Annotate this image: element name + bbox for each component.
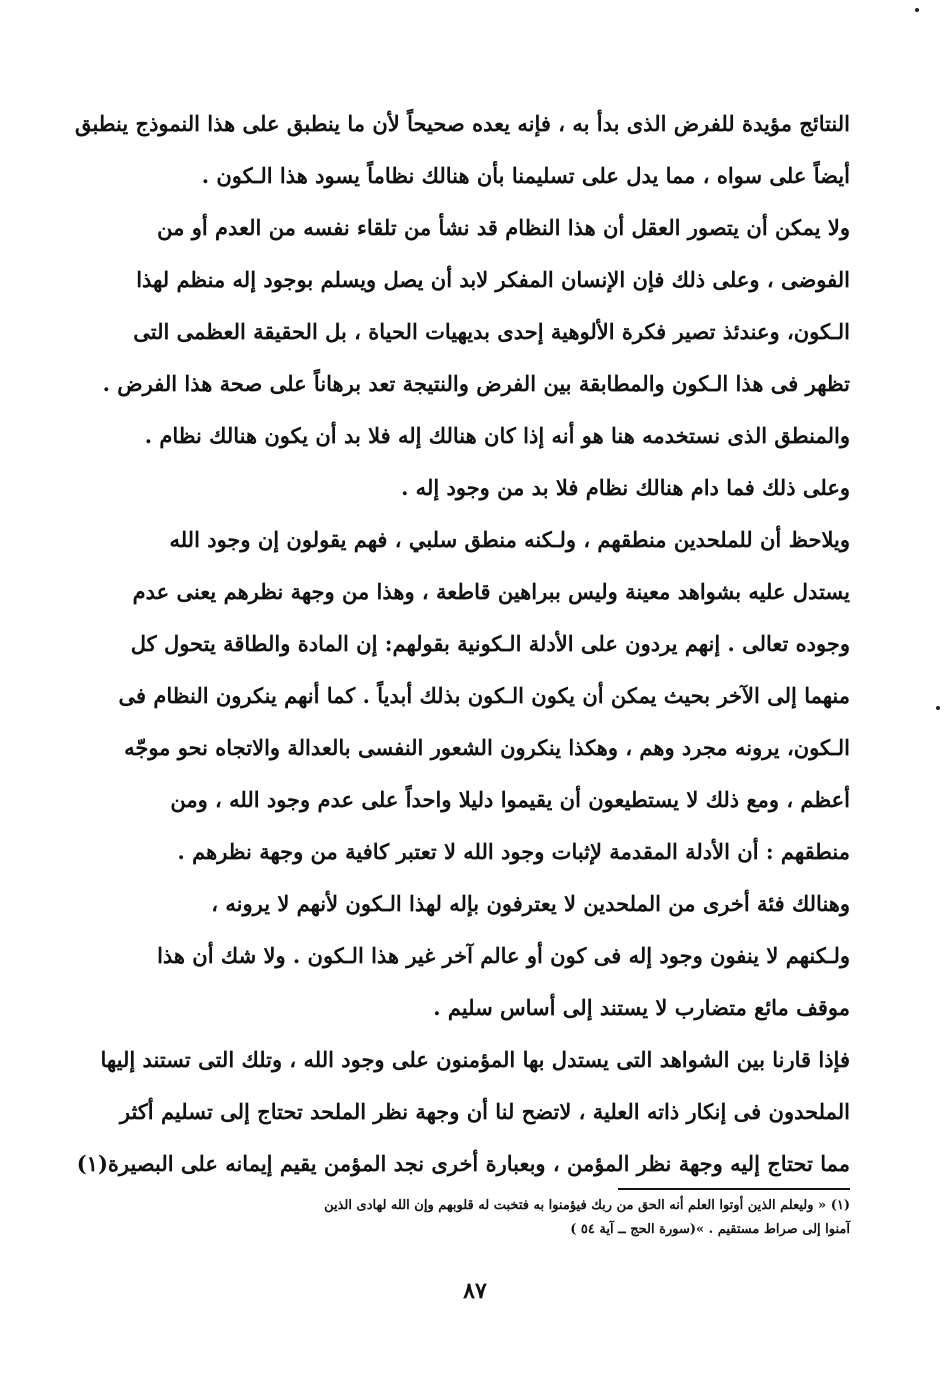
scan-speck bbox=[936, 706, 940, 710]
text-line: الملحدون فى إنكار ذاته العلية ، لاتضح لنا أن وجهة نظر الملحد تحتاج إلى تسليم أكثر bbox=[119, 1099, 850, 1124]
main-text-block bbox=[74, 98, 850, 1190]
text-line: ولا يمكن أن يتصور العقل أن هذا النظام قد نشأ من تلقاء نفسه من العدم أو من bbox=[157, 215, 850, 240]
text-line: الـكون، يرونه مجرد وهم ، وهكذا ينكرون الشعور النفسى بالعدالة والاتجاه نحو موجّه bbox=[124, 735, 850, 760]
text-line: فإذا قارنا بين الشواهد التى يستدل بها المؤمنون على وجود الله ، وتلك التى تستند إليها bbox=[100, 1047, 850, 1072]
text-line: أعظم ، ومع ذلك لا يستطيعون أن يقيموا دليلا واحداً على عدم وجود الله ، ومن bbox=[170, 787, 850, 812]
footnote-line: آمنوا إلى صراط مستقيم . »(سورة الحج ــ آية ٥٤ ) bbox=[570, 1222, 850, 1237]
text-line: يستدل عليه بشواهد معينة وليس ببراهين قاطعة ، وهذا من وجهة نظرهم يعنى عدم bbox=[132, 579, 850, 604]
text-line: تظهر فى هذا الـكون والمطابقة بين الفرض والنتيجة تعد برهاناً على صحة هذا الفرض . bbox=[102, 371, 850, 396]
page-number: ٨٧ bbox=[463, 1278, 487, 1304]
text-line: والمنطق الذى نستخدمه هنا هو أنه إذا كان هنالك إله فلا بد أن يكون هنالك نظام . bbox=[144, 423, 850, 448]
footnote-block bbox=[118, 1194, 850, 1242]
footnote-divider bbox=[618, 1188, 850, 1190]
text-line: ويلاحظ أن للملحدين منطقهم ، ولـكنه منطق سلبي ، فهم يقولون إن وجود الله bbox=[169, 527, 850, 552]
text-line: مما تحتاج إليه وجهة نظر المؤمن ، وبعبارة أخرى نجد المؤمن يقيم إيمانه على البصيرة(١) bbox=[76, 1151, 850, 1176]
footnote-line: (١) « وليعلم الذين أوتوا العلم أنه الحق من ربك فيؤمنوا به فتخبت له قلوبهم وإن الله لهادى الذين bbox=[324, 1198, 850, 1213]
text-line: وجوده تعالى . إنهم يردون على الأدلة الـكونية بقولهم: إن المادة والطاقة يتحول كل bbox=[130, 631, 850, 656]
text-line: ولـكنهم لا ينفون وجود إله فى كون أو عالم آخر غير هذا الـكون . ولا شك أن هذا bbox=[157, 943, 850, 968]
scan-speck bbox=[915, 8, 919, 12]
text-line: الـكون، وعندئذ تصير فكرة الألوهية إحدى بديهيات الحياة ، بل الحقيقة العظمى التى bbox=[133, 319, 850, 344]
text-line: الفوضى ، وعلى ذلك فإن الإنسان المفكر لابد أن يصل ويسلم بوجود إله منظم لهذا bbox=[136, 267, 850, 292]
text-line: النتائج مؤيدة للفرض الذى بدأ به ، فإنه يعده صحيحاً لأن ما ينطبق على هذا النموذج ينطبق bbox=[74, 111, 850, 136]
text-line: منهما إلى الآخر بحيث يمكن أن يكون الـكون بذلك أبدياً . كما أنهم ينكرون النظام فى bbox=[118, 683, 850, 708]
text-line: أيضاً على سواه ، مما يدل على تسليمنا بأن هنالك نظاماً يسود هذا الـكون . bbox=[201, 163, 850, 188]
text-line: موقف مائع متضارب لا يستند إلى أساس سليم . bbox=[433, 995, 850, 1020]
text-line: منطقهم : أن الأدلة المقدمة لإثبات وجود الله لا تعتبر كافية من وجهة نظرهم . bbox=[177, 839, 850, 864]
text-line: وعلى ذلك فما دام هنالك نظام فلا بد من وجود إله . bbox=[401, 475, 850, 500]
text-line: وهنالك فئة أخرى من الملحدين لا يعترفون بإله لهذا الـكون لأنهم لا يرونه ، bbox=[211, 891, 850, 916]
